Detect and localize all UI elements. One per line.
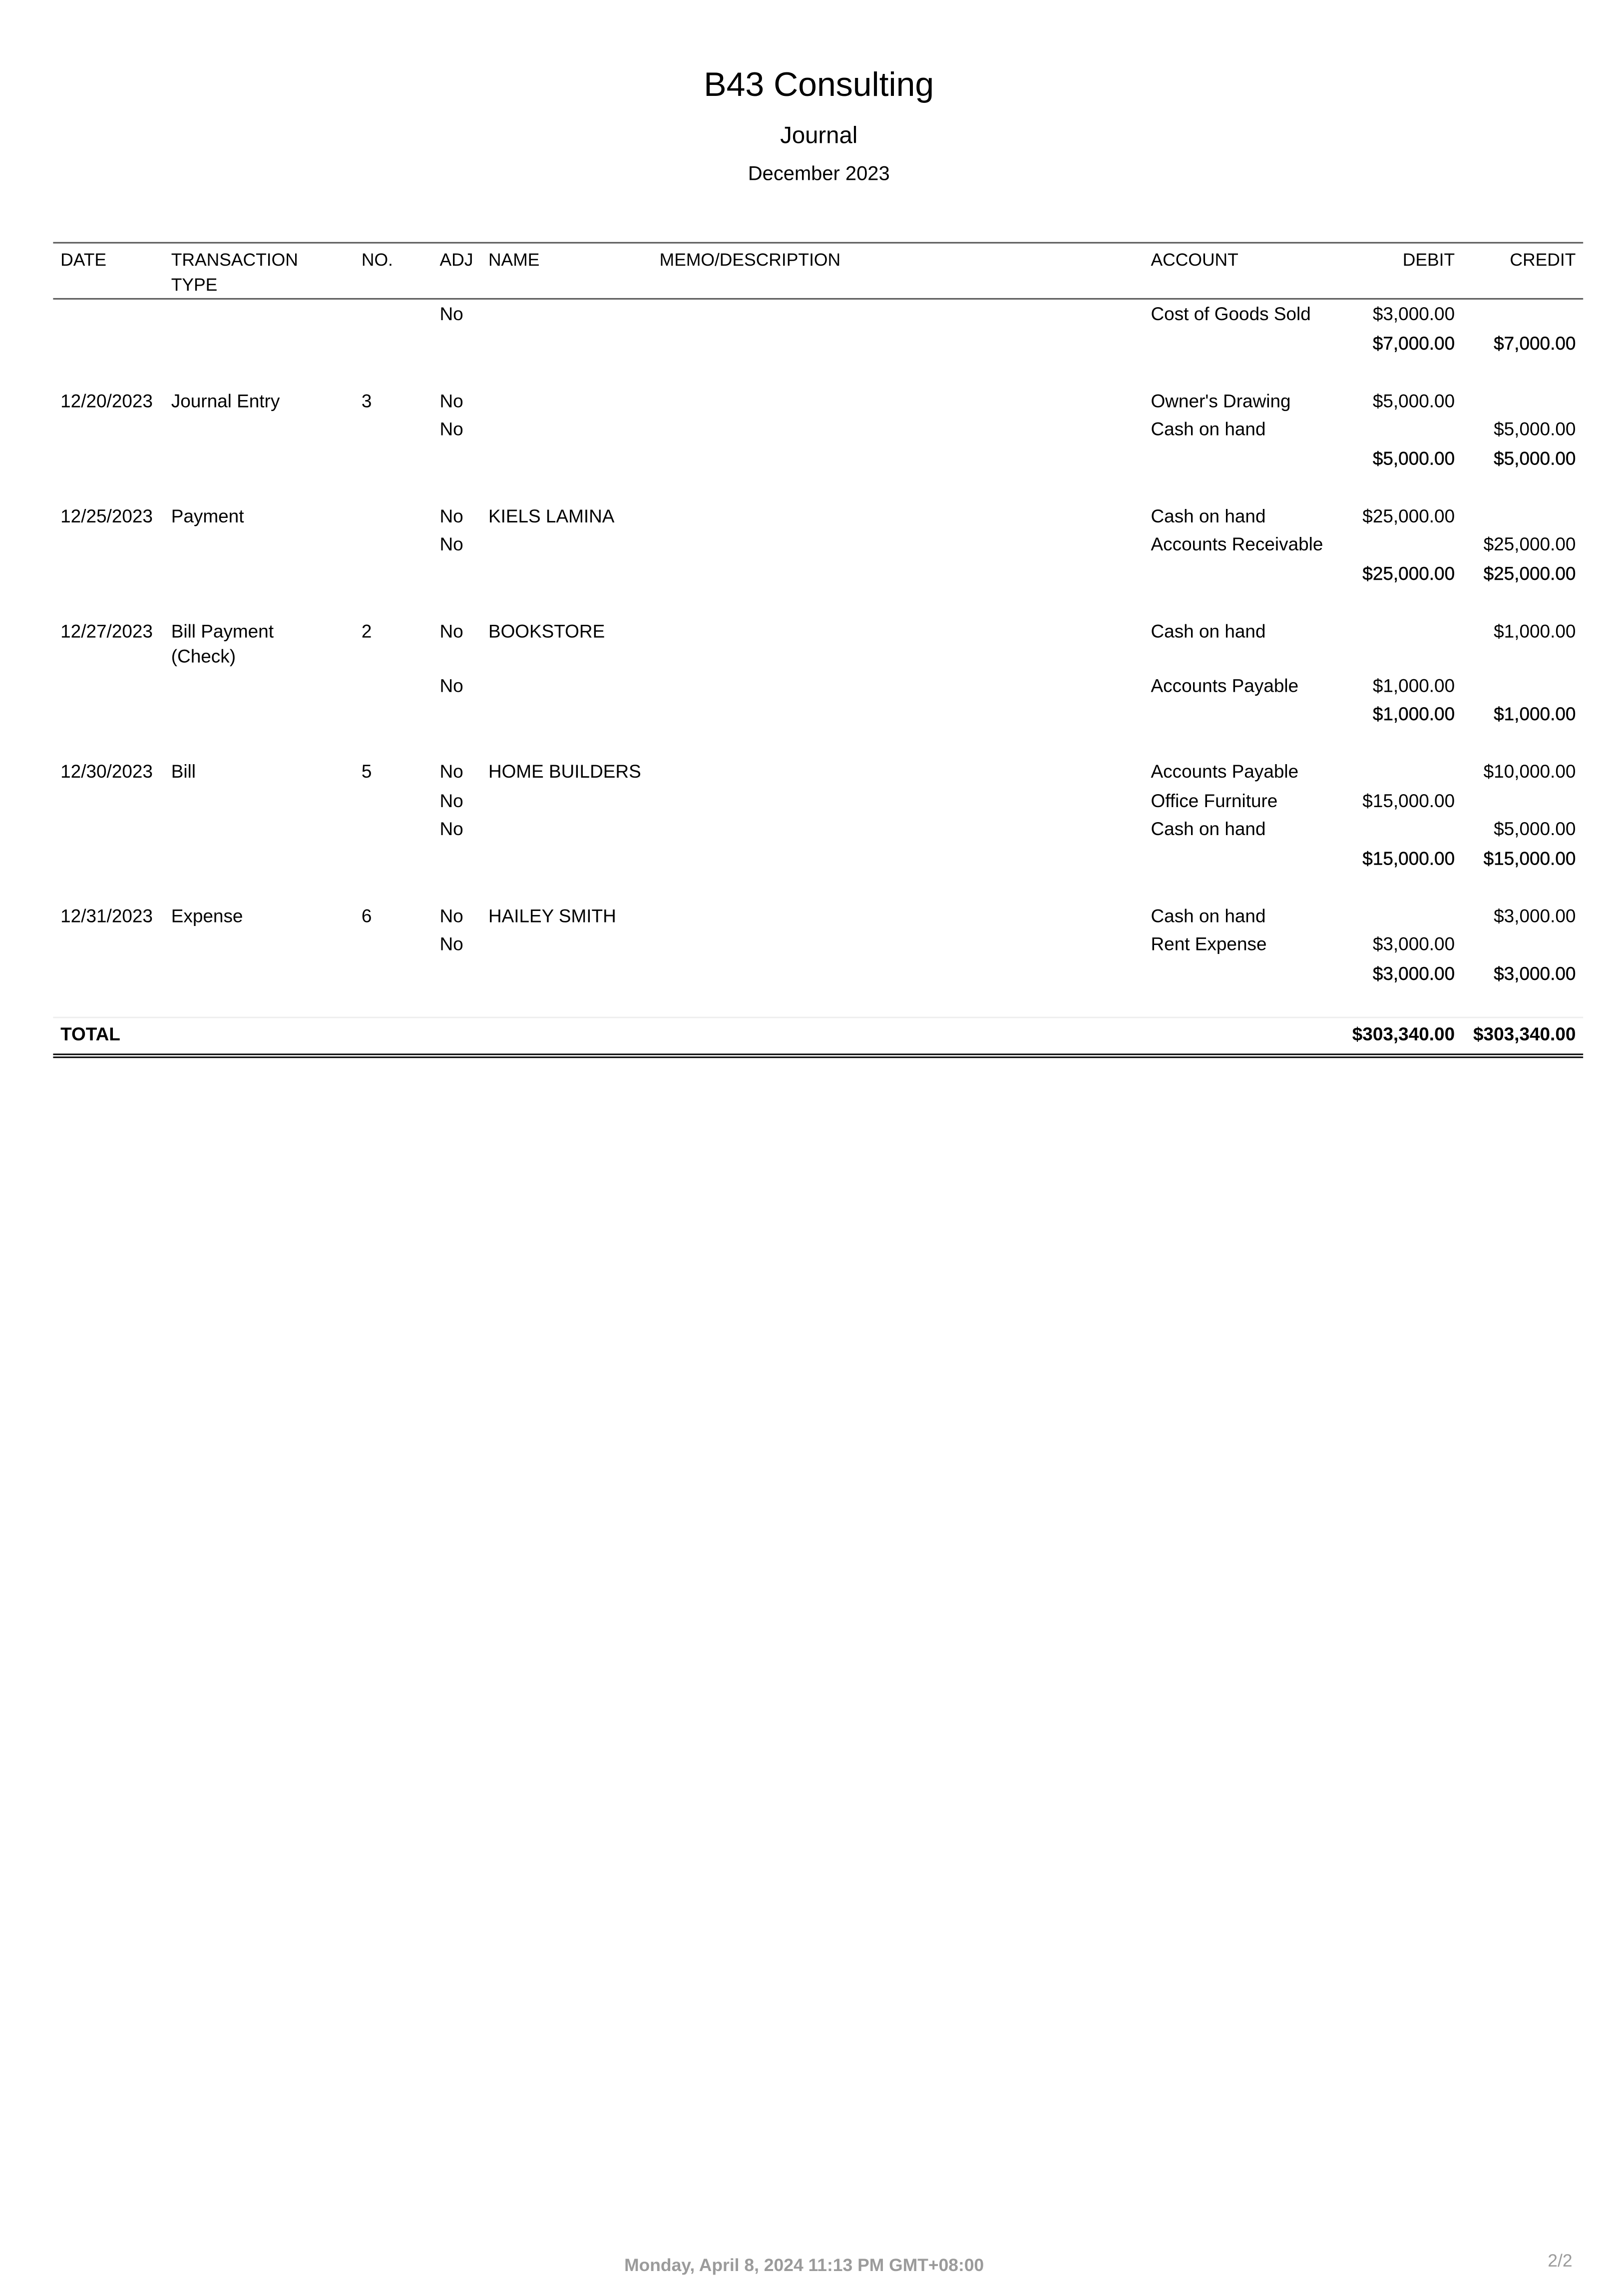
page-number: 2/2 xyxy=(1548,2250,1573,2271)
table-row xyxy=(53,786,1583,815)
cell-adj: No xyxy=(439,819,463,840)
total-credit: $1,000.00 xyxy=(1494,704,1576,725)
transaction-total-row xyxy=(53,958,1583,987)
cell-type: Expense xyxy=(171,905,243,926)
col-memo-header: MEMO/DESCRIPTION xyxy=(659,249,841,270)
company-name: B43 Consulting xyxy=(704,64,934,103)
cell-credit: $5,000.00 xyxy=(1494,419,1576,440)
cell-adj: No xyxy=(439,905,463,926)
journal-table xyxy=(53,242,1583,1058)
cell-debit: $1,000.00 xyxy=(1372,675,1455,696)
total-debit: $1,000.00 xyxy=(1372,704,1455,725)
cell-type: Bill Payment (Check) xyxy=(171,620,274,667)
cell-no: 6 xyxy=(361,905,372,926)
cell-type: Bill xyxy=(171,761,196,782)
cell-adj: No xyxy=(439,304,463,325)
cell-credit: $1,000.00 xyxy=(1494,620,1576,641)
col-account-header: ACCOUNT xyxy=(1151,249,1238,270)
report-period: December 2023 xyxy=(748,162,890,185)
cell-date: 12/30/2023 xyxy=(60,761,153,782)
cell-date: 12/20/2023 xyxy=(60,390,153,411)
cell-adj: No xyxy=(439,505,463,526)
cell-account: Accounts Payable xyxy=(1151,761,1299,782)
table-row xyxy=(53,386,1583,415)
cell-type: Payment xyxy=(171,505,244,526)
cell-no: 2 xyxy=(361,620,372,641)
col-debit-header: DEBIT xyxy=(1402,249,1455,270)
col-date-header: DATE xyxy=(60,249,107,270)
cell-adj: No xyxy=(439,534,463,555)
transaction-total-row xyxy=(53,843,1583,872)
cell-name: HOME BUILDERS xyxy=(488,761,641,782)
col-name-header: NAME xyxy=(488,249,540,270)
group-spacer xyxy=(53,872,1583,901)
col-credit-header: CREDIT xyxy=(1510,249,1576,270)
cell-date: 12/31/2023 xyxy=(60,905,153,926)
col-type-header: TRANSACTION TYPE xyxy=(171,249,298,295)
total-debit: $15,000.00 xyxy=(1362,848,1455,869)
cell-credit: $10,000.00 xyxy=(1483,761,1576,782)
total-credit: $3,000.00 xyxy=(1494,962,1576,984)
cell-adj: No xyxy=(439,761,463,782)
table-row xyxy=(53,671,1583,700)
report-title: Journal xyxy=(780,124,858,149)
cell-debit: $15,000.00 xyxy=(1362,790,1455,811)
total-debit: $5,000.00 xyxy=(1372,448,1455,469)
group-spacer xyxy=(53,987,1583,1016)
total-debit: $3,000.00 xyxy=(1372,962,1455,984)
table-row xyxy=(53,616,1583,671)
cell-adj: No xyxy=(439,390,463,411)
transaction-total-row xyxy=(53,558,1583,587)
group-spacer xyxy=(53,472,1583,501)
table-row xyxy=(53,929,1583,958)
cell-adj: No xyxy=(439,419,463,440)
cell-account: Cost of Goods Sold xyxy=(1151,304,1311,325)
cell-account: Cash on hand xyxy=(1151,905,1266,926)
cell-name: BOOKSTORE xyxy=(488,620,605,641)
cell-name: KIELS LAMINA xyxy=(488,505,615,526)
group-spacer xyxy=(53,587,1583,616)
cell-no: 3 xyxy=(361,390,372,411)
cell-credit: $5,000.00 xyxy=(1494,819,1576,840)
col-adj-header: ADJ xyxy=(439,249,473,270)
cell-credit: $3,000.00 xyxy=(1494,905,1576,926)
col-no-header: NO. xyxy=(361,249,393,270)
cell-adj: No xyxy=(439,620,463,641)
total-credit: $25,000.00 xyxy=(1483,563,1576,584)
cell-type: Journal Entry xyxy=(171,390,280,411)
table-header xyxy=(53,243,1583,298)
cell-credit: $25,000.00 xyxy=(1483,534,1576,555)
group-spacer xyxy=(53,728,1583,757)
grand-total-row xyxy=(53,1016,1583,1053)
cell-adj: No xyxy=(439,934,463,955)
cell-name: HAILEY SMITH xyxy=(488,905,616,926)
cell-account: Rent Expense xyxy=(1151,934,1267,955)
cell-account: Cash on hand xyxy=(1151,819,1266,840)
total-credit: $15,000.00 xyxy=(1483,848,1576,869)
transaction-total-row xyxy=(53,699,1583,728)
cell-account: Owner's Drawing xyxy=(1151,390,1291,411)
cell-date: 12/25/2023 xyxy=(60,505,153,526)
cell-debit: $3,000.00 xyxy=(1372,304,1455,325)
table-row xyxy=(53,501,1583,530)
cell-account: Cash on hand xyxy=(1151,419,1266,440)
cell-date: 12/27/2023 xyxy=(60,620,153,641)
total-debit: $7,000.00 xyxy=(1372,333,1455,354)
cell-adj: No xyxy=(439,790,463,811)
grand-total-credit: $303,340.00 xyxy=(1473,1023,1576,1044)
table-body xyxy=(53,300,1583,1016)
total-credit: $5,000.00 xyxy=(1494,448,1576,469)
group-spacer xyxy=(53,357,1583,386)
footer-timestamp: Monday, April 8, 2024 11:13 PM GMT+08:00 xyxy=(624,2255,984,2276)
table-row xyxy=(53,815,1583,844)
double-rule xyxy=(53,1053,1583,1058)
cell-account: Office Furniture xyxy=(1151,790,1278,811)
transaction-total-row xyxy=(53,444,1583,472)
cell-no: 5 xyxy=(361,761,372,782)
cell-account: Accounts Payable xyxy=(1151,675,1299,696)
total-credit: $7,000.00 xyxy=(1494,333,1576,354)
total-debit: $25,000.00 xyxy=(1362,563,1455,584)
table-row xyxy=(53,300,1583,329)
table-row xyxy=(53,901,1583,930)
cell-account: Cash on hand xyxy=(1151,620,1266,641)
cell-debit: $25,000.00 xyxy=(1362,505,1455,526)
table-row xyxy=(53,415,1583,444)
transaction-total-row xyxy=(53,328,1583,357)
table-row xyxy=(53,757,1583,786)
grand-total-label: TOTAL xyxy=(60,1023,120,1044)
cell-adj: No xyxy=(439,675,463,696)
cell-debit: $3,000.00 xyxy=(1372,934,1455,955)
cell-account: Cash on hand xyxy=(1151,505,1266,526)
cell-debit: $5,000.00 xyxy=(1372,390,1455,411)
grand-total-debit: $303,340.00 xyxy=(1352,1023,1455,1044)
table-row xyxy=(53,530,1583,559)
cell-account: Accounts Receivable xyxy=(1151,534,1323,555)
